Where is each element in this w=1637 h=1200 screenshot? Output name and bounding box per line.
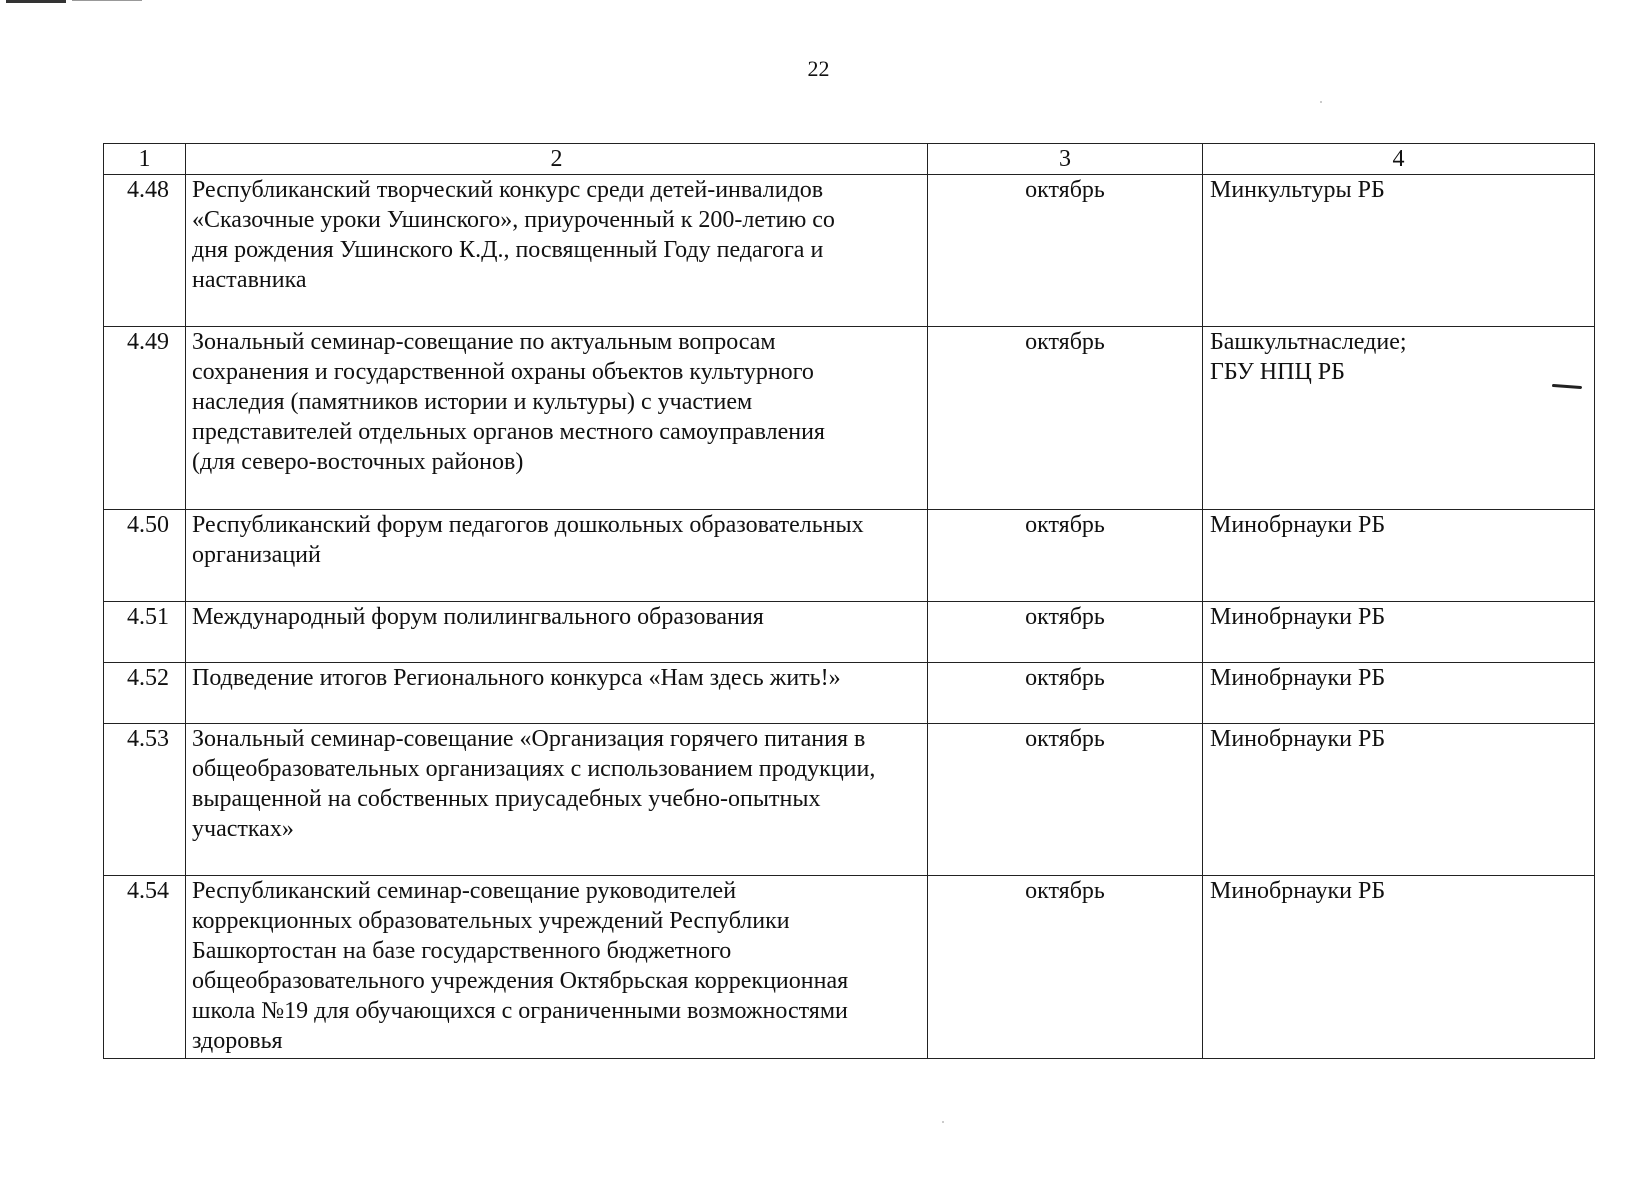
scan-speck <box>1320 101 1322 103</box>
table-row <box>104 876 1595 1059</box>
row-number: 4.52 <box>104 663 186 724</box>
event-date: октябрь <box>928 602 1203 663</box>
event-description-line: Подведение итогов Регионального конкурса «Нам здесь жить!» <box>192 665 841 691</box>
event-description-line: Башкортостан на базе государственного бюджетного <box>192 938 732 964</box>
column-header-date: 3 <box>928 144 1203 175</box>
event-date: октябрь <box>928 327 1203 510</box>
responsible-organization <box>1203 663 1595 724</box>
event-description <box>186 663 928 724</box>
event-description <box>186 510 928 602</box>
table-row <box>104 327 1595 510</box>
table-header-row <box>104 144 1595 175</box>
schedule-table-body <box>104 144 1595 1059</box>
event-description-line: наставника <box>192 267 307 293</box>
scan-artifact-line <box>72 0 142 1</box>
event-date: октябрь <box>928 876 1203 1059</box>
event-description <box>186 724 928 876</box>
event-date: октябрь <box>928 663 1203 724</box>
event-date: октябрь <box>928 175 1203 327</box>
event-description-line: школа №19 для обучающихся с ограниченными возможностями <box>192 998 848 1024</box>
table-row <box>104 602 1595 663</box>
event-description-line: Зональный семинар-совещание по актуальным вопросам <box>192 329 776 355</box>
event-description <box>186 876 928 1059</box>
row-number: 4.54 <box>104 876 186 1059</box>
column-header-responsible: 4 <box>1203 144 1595 175</box>
responsible-organization <box>1203 724 1595 876</box>
event-description <box>186 175 928 327</box>
responsible-organization <box>1203 876 1595 1059</box>
responsible-organization-line: ГБУ НПЦ РБ <box>1210 359 1345 385</box>
event-description-line: Зональный семинар-совещание «Организация горячего питания в <box>192 726 866 752</box>
table-row <box>104 663 1595 724</box>
responsible-organization <box>1203 327 1595 510</box>
responsible-organization <box>1203 602 1595 663</box>
event-description-line: наследия (памятников истории и культуры) с участием <box>192 389 753 415</box>
event-description-line: здоровья <box>192 1028 283 1054</box>
event-description-line: коррекционных образовательных учреждений Республики <box>192 908 790 934</box>
event-description-line: (для северо-восточных районов) <box>192 449 524 475</box>
event-description <box>186 602 928 663</box>
event-description-line: Республиканский семинар-совещание руководителей <box>192 878 737 904</box>
schedule-table <box>103 143 1595 1059</box>
responsible-organization-line: Минобрнауки РБ <box>1210 665 1386 691</box>
event-description-line: сохранения и государственной охраны объектов культурного <box>192 359 814 385</box>
event-date: октябрь <box>928 510 1203 602</box>
responsible-organization <box>1203 175 1595 327</box>
event-description-line: организаций <box>192 542 321 568</box>
event-description-line: представителей отдельных органов местного самоуправления <box>192 419 825 445</box>
event-description-line: дня рождения Ушинского К.Д., посвященный Году педагога и <box>192 237 824 263</box>
event-description <box>186 327 928 510</box>
responsible-organization-line: Минобрнауки РБ <box>1210 726 1386 752</box>
event-date: октябрь <box>928 724 1203 876</box>
table-row <box>104 510 1595 602</box>
event-description-line: Республиканский творческий конкурс среди детей-инвалидов <box>192 177 824 203</box>
event-description-line: общеобразовательных организациях с использованием продукции, <box>192 756 876 782</box>
table-row <box>104 724 1595 876</box>
column-header-number: 1 <box>104 144 186 175</box>
row-number: 4.53 <box>104 724 186 876</box>
row-number: 4.50 <box>104 510 186 602</box>
event-description-line: «Сказочные уроки Ушинского», приуроченный к 200-летию со <box>192 207 835 233</box>
table-row <box>104 175 1595 327</box>
responsible-organization-line: Башкультнаследие; <box>1210 329 1407 355</box>
responsible-organization-line: Минобрнауки РБ <box>1210 512 1386 538</box>
responsible-organization-line: Минкультуры РБ <box>1210 177 1385 203</box>
event-description-line: участках» <box>192 816 294 842</box>
row-number: 4.51 <box>104 602 186 663</box>
row-number: 4.48 <box>104 175 186 327</box>
event-description-line: Республиканский форум педагогов дошкольных образовательных <box>192 512 864 538</box>
column-header-event: 2 <box>186 144 928 175</box>
scan-speck <box>942 1121 944 1123</box>
page-number: 22 <box>807 56 830 81</box>
responsible-organization <box>1203 510 1595 602</box>
event-description-line: общеобразовательного учреждения Октябрьская коррекционная <box>192 968 849 994</box>
row-number: 4.49 <box>104 327 186 510</box>
event-description-line: Международный форум полилингвального образования <box>192 604 764 630</box>
event-description-line: выращенной на собственных приусадебных учебно-опытных <box>192 786 821 812</box>
responsible-organization-line: Минобрнауки РБ <box>1210 878 1386 904</box>
scan-artifact-mark <box>6 0 66 3</box>
responsible-organization-line: Минобрнауки РБ <box>1210 604 1386 630</box>
